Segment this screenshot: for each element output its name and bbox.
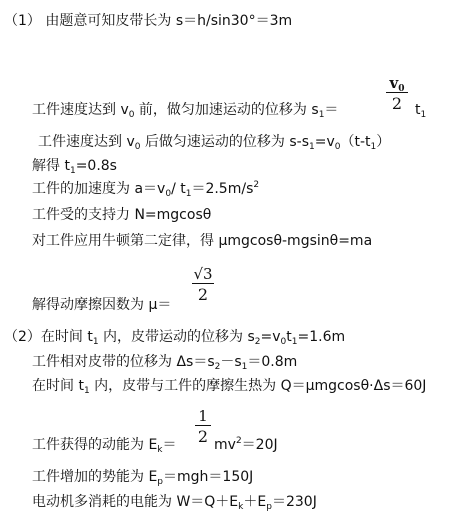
text-segment: ＝2.5m/s [191, 181, 254, 197]
fraction-numerator: $v_0$ [389, 74, 405, 94]
part2-line5 [32, 468, 253, 486]
part1-line5 [32, 180, 259, 198]
text-segment: ＋E [243, 494, 267, 510]
fraction-bar [195, 425, 211, 426]
part1-line3 [38, 133, 390, 151]
sub-1: 1 [83, 386, 90, 396]
part1-line2 [32, 101, 338, 119]
text-segment: =0.8s [75, 158, 117, 174]
fraction-v0-over-2 [386, 75, 408, 113]
fraction-bar [386, 92, 408, 93]
support-force-text: 工件受的支持力 N=mgcosθ [32, 207, 212, 223]
sub-1: 1 [291, 337, 298, 347]
sub-0: 0 [165, 189, 172, 199]
text-segment: ＝20J [241, 437, 278, 453]
fraction-denominator: 2 [197, 427, 209, 446]
sub-1: 1 [309, 142, 315, 152]
text-segment: （2）在时间 t [4, 329, 93, 345]
text-segment: 电动机多消耗的电能为 W＝Q＋E [32, 494, 239, 510]
fraction-sqrt3-over-2 [192, 266, 214, 304]
sub-1: 1 [370, 142, 377, 152]
text-segment: －s [220, 354, 242, 370]
sub-0: 0 [134, 142, 141, 152]
sub-0: 0 [128, 110, 135, 120]
sub-0: 0 [280, 337, 287, 347]
belt-length-text: 由题意可知皮带长为 s＝h/sin30°＝3m [45, 13, 293, 29]
text-segment: / t [171, 181, 186, 197]
sub-k: k [157, 445, 163, 455]
text-segment: ） [376, 134, 391, 150]
sub-1: 1 [241, 362, 248, 372]
newton-law-text: 对工件应用牛顿第二定律，得 μmgcosθ-mgsinθ=ma [32, 233, 373, 249]
fraction-numerator: √3 [193, 265, 213, 283]
part2-line6 [32, 493, 317, 511]
part1-line1 [4, 12, 292, 30]
part2-line2 [32, 353, 297, 371]
sub-1: 1 [69, 166, 76, 176]
sub-1: 1 [318, 110, 325, 120]
text-segment: =v [314, 134, 335, 150]
fraction-1-over-2 [195, 408, 211, 446]
equals-sign: ＝ [324, 102, 339, 118]
text-segment: （t-t [340, 134, 371, 150]
part1-line6 [32, 206, 211, 224]
sub-1: 1 [420, 110, 427, 120]
text-segment: 后做匀速运动的位移为 s-s [140, 134, 310, 150]
sub-1: 1 [92, 337, 99, 347]
text-segment: 工件速度达到 v [38, 134, 135, 150]
text-segment: 内，皮带运动的位移为 s [98, 329, 255, 345]
text-segment: 前，做匀加速运动的位移为 s [134, 102, 319, 118]
part1-line7 [32, 232, 372, 250]
text-segment: t [286, 329, 292, 345]
text-segment: 内，皮带与工件的摩擦生热为 Q＝μmgcosθ·Δs＝60J [89, 378, 427, 394]
text-segment: =1.6m [297, 329, 346, 345]
part1-line4 [32, 157, 117, 175]
text-segment: 工件相对皮带的位移为 Δs＝s [32, 354, 215, 370]
text-segment: t [415, 102, 421, 118]
kinetic-energy-tail [214, 436, 278, 454]
text-segment: 解得动摩擦因数为 μ＝ [32, 297, 172, 313]
text-segment: 解得 t [32, 158, 70, 174]
sub-p: p [157, 477, 164, 487]
text-segment: ＝230J [271, 494, 317, 510]
text-segment: 工件增加的势能为 E [32, 469, 158, 485]
sup-2: 2 [235, 436, 242, 446]
text-segment: 工件速度达到 v [32, 102, 129, 118]
sub-1: 1 [185, 189, 192, 199]
text-segment: 工件获得的动能为 E [32, 437, 158, 453]
sub-0: 0 [334, 142, 341, 152]
part2-line1 [4, 328, 345, 346]
text-segment: 工件的加速度为 a＝v [32, 181, 166, 197]
text-segment: ＝0.8m [247, 354, 298, 370]
fraction-numerator: 1 [198, 407, 208, 425]
sup-2: 2 [253, 180, 260, 190]
sub-2: 2 [214, 362, 221, 372]
equals-sign: ＝ [162, 437, 177, 453]
fraction-bar [192, 283, 214, 284]
text-segment: 在时间 t [32, 378, 84, 394]
text-segment: ＝mgh＝150J [163, 469, 254, 485]
text-segment: =v [260, 329, 281, 345]
fraction-denominator: 2 [391, 94, 403, 113]
sub-2: 2 [254, 337, 261, 347]
t1-after-fraction [415, 101, 426, 119]
sub-k: k [238, 502, 244, 512]
sub-p: p [266, 502, 272, 512]
part2-line3 [32, 377, 426, 395]
text-segment: mv [214, 437, 236, 453]
fraction-denominator: 2 [197, 285, 209, 304]
part2-line4 [32, 436, 177, 454]
part1-line8 [32, 296, 171, 314]
part1-label: （1） [4, 13, 41, 29]
